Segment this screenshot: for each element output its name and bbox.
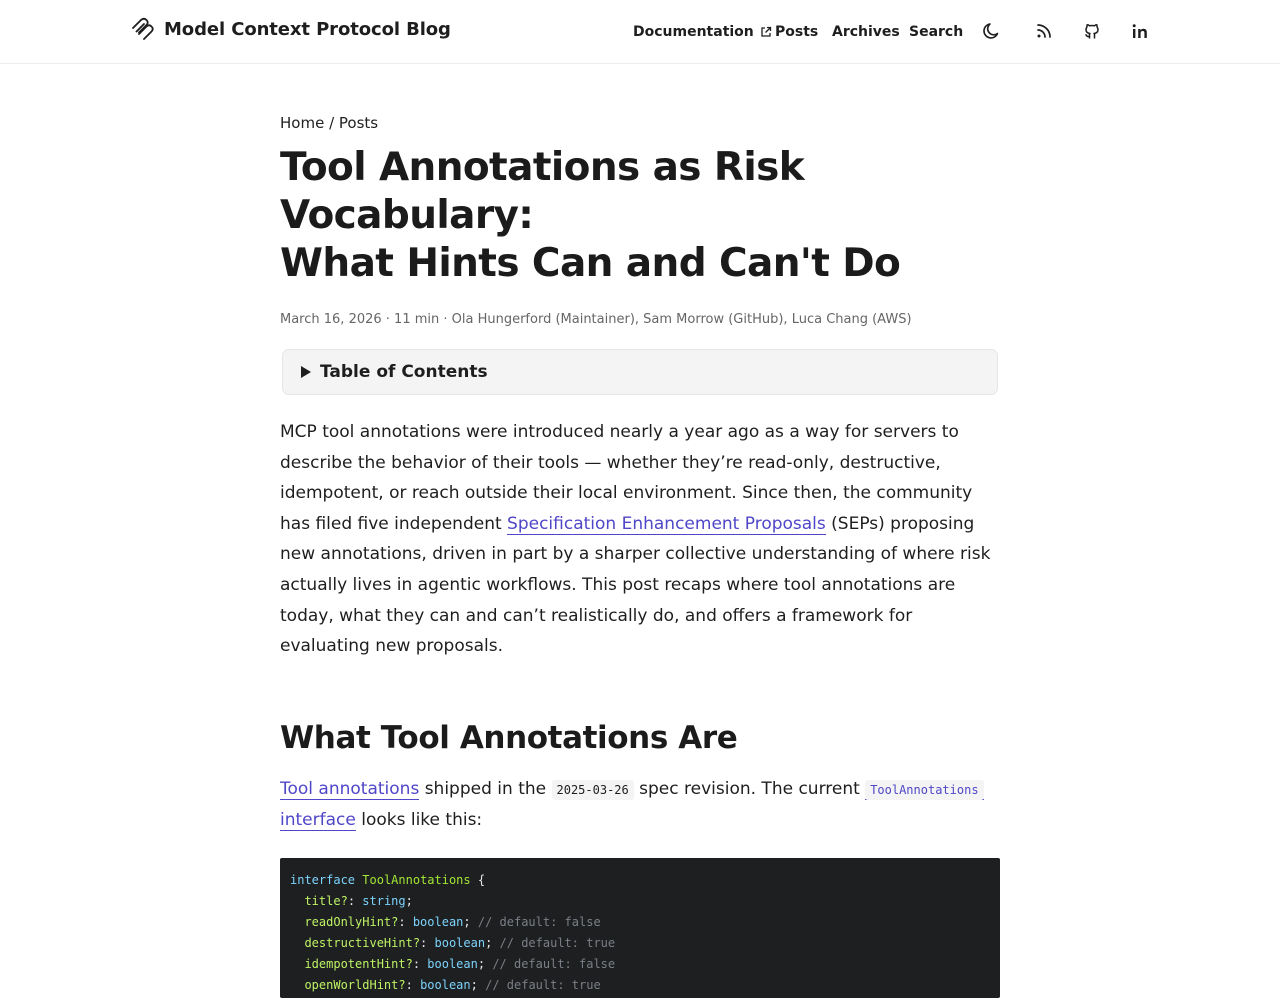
section-text-2: spec revision. The current bbox=[639, 778, 866, 799]
code-prop: title? bbox=[304, 893, 348, 908]
nav-archives-label[interactable]: Archives bbox=[832, 23, 900, 40]
code-prop: readOnlyHint? bbox=[304, 914, 399, 929]
top-navbar bbox=[0, 0, 1280, 64]
intro-text-1: MCP tool annotations were introduced nearly a year ago as a way for servers to describe the behavior of their tools — whether they’re read-only, destructive, idempotent, or reach outside their local environment. Since then, the community has filed five independent bbox=[280, 422, 973, 534]
tool-annotations-link[interactable]: Tool annotations bbox=[280, 778, 420, 799]
intro-text-2: (SEPs) proposing new annotations, driven in part by a sharper collective understanding of where risk actually lives in agentic workflows. This post recaps where tool annotations are today, what they can and can’t realistically do, and offers a framework for evaluating new proposals. bbox=[280, 513, 991, 657]
nav-documentation[interactable] bbox=[633, 0, 772, 63]
post-meta: March 16, 2026 · 11 min · Ola Hungerford (Maintainer), Sam Morrow (GitHub), Luca Chang (AWS) bbox=[280, 312, 912, 327]
code-keyword: interface bbox=[290, 872, 356, 887]
section-paragraph bbox=[280, 774, 1000, 836]
post-title-line2: What Hints Can and Can't Do bbox=[280, 241, 901, 286]
code-prop: destructiveHint? bbox=[304, 935, 421, 950]
nav-search[interactable] bbox=[909, 0, 963, 63]
code-comment: // default: false bbox=[477, 914, 601, 929]
breadcrumb-posts[interactable]: Posts bbox=[338, 114, 379, 132]
site-title: Model Context Protocol Blog bbox=[164, 18, 451, 40]
intro-paragraph bbox=[280, 417, 1000, 662]
brand-link[interactable] bbox=[130, 17, 451, 41]
post-title-line1: Tool Annotations as Risk Vocabulary: bbox=[280, 145, 805, 238]
code-brace: { bbox=[477, 872, 486, 887]
breadcrumb-separator: / bbox=[329, 114, 335, 132]
interface-link-text: interface bbox=[280, 810, 356, 831]
tool-annotations-code: ToolAnnotations bbox=[865, 780, 983, 800]
code-type: string bbox=[362, 893, 406, 908]
spec-version-code: 2025-03-26 bbox=[552, 780, 634, 800]
section-text-1: shipped in the bbox=[419, 778, 552, 799]
code-prop: idempotentHint? bbox=[304, 956, 413, 971]
nav-posts[interactable] bbox=[775, 0, 818, 63]
sep-link[interactable]: Specification Enhancement Proposals bbox=[507, 513, 826, 534]
disclosure-triangle-icon bbox=[301, 366, 311, 378]
table-of-contents-toggle[interactable] bbox=[282, 349, 998, 395]
code-type: boolean bbox=[434, 935, 486, 950]
code-line: title?: string; bbox=[304, 893, 413, 908]
code-comment: // default: true bbox=[485, 977, 601, 992]
code-comment: // default: false bbox=[492, 956, 616, 971]
code-line: openWorldHint?: boolean; // default: true bbox=[304, 977, 601, 992]
nav-posts-label[interactable]: Posts bbox=[775, 23, 819, 40]
code-line: idempotentHint?: boolean; // default: false bbox=[304, 956, 616, 971]
code-type: boolean bbox=[412, 914, 464, 929]
nav-search-label[interactable]: Search bbox=[909, 23, 964, 40]
code-type: boolean bbox=[427, 956, 478, 971]
toc-label: Table of Contents bbox=[320, 362, 488, 382]
rss-icon[interactable] bbox=[1033, 20, 1055, 42]
code-prop: openWorldHint? bbox=[304, 977, 406, 992]
nav-archives[interactable] bbox=[832, 0, 900, 63]
linkedin-icon[interactable] bbox=[1129, 20, 1151, 42]
code-block bbox=[280, 858, 1000, 998]
breadcrumb bbox=[280, 114, 1000, 132]
theme-toggle-icon[interactable] bbox=[981, 20, 1003, 42]
code-type-name: ToolAnnotations bbox=[362, 872, 471, 887]
post-article bbox=[280, 110, 1000, 998]
code-line: destructiveHint?: boolean; // default: true bbox=[304, 935, 616, 950]
breadcrumb-home[interactable]: Home bbox=[280, 114, 325, 132]
nav-documentation-label[interactable]: Documentation bbox=[633, 23, 754, 40]
code-type: boolean bbox=[420, 977, 471, 992]
post-title bbox=[280, 144, 1000, 288]
logo-icon bbox=[130, 17, 154, 41]
section-text-3: looks like this: bbox=[355, 810, 483, 831]
github-icon[interactable] bbox=[1081, 20, 1103, 42]
code-line: readOnlyHint?: boolean; // default: false bbox=[304, 914, 601, 929]
code-comment: // default: true bbox=[499, 935, 616, 950]
section-heading: What Tool Annotations Are bbox=[280, 719, 738, 756]
external-link-icon bbox=[760, 26, 772, 38]
